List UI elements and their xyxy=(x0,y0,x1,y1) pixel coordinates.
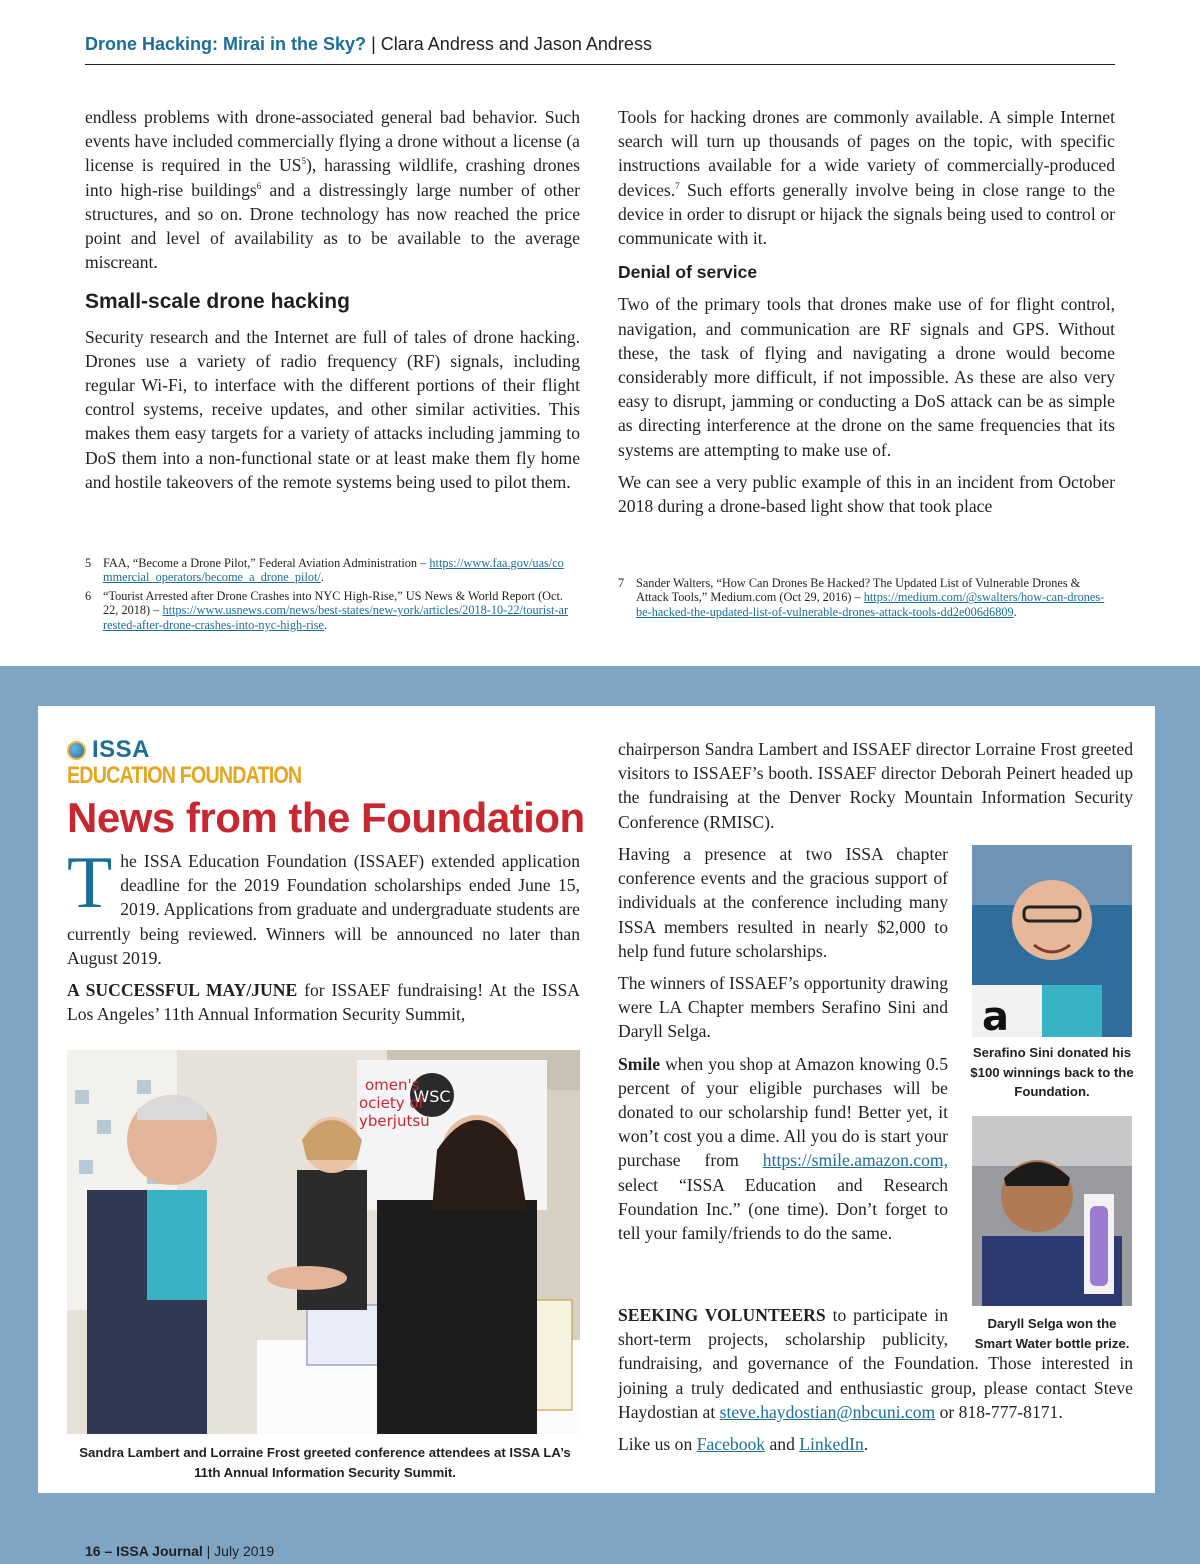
serafino-photo xyxy=(972,845,1132,1037)
footnote-link[interactable]: https://www.usnews.com/news/best-states/new-york/articles/2018-10-22/tourist-arrested-after-drone-crashes-into-nyc-high-rise xyxy=(103,603,569,632)
svg-text:a: a xyxy=(982,994,1009,1037)
serafino-illustration xyxy=(972,845,1132,1037)
paragraph: Smile when you shop at Amazon knowing 0.5 percent of your eligible purchases will be donated to our scholarship fund! Better yet, it won’t cost you a dime. All you do is start your purchase from https://smile.amazon.com, select “ISSA Education and Research Foundation Inc.” (one time). Don’t forget to tell your family/friends to do the same. xyxy=(618,1053,948,1244)
foundation-right-narrow xyxy=(618,842,948,1253)
footnote-link[interactable]: https://www.faa.gov/uas/commercial_operators/become_a_drone_pilot/ xyxy=(103,556,564,585)
issa-ef-logo: ISSA EDUCATION FOUNDATION xyxy=(67,736,302,789)
paragraph: SEEKING VOLUNTEERS to participate in short-term projects, scholarship publicity, fundraising, and governance of the Foundation. Those interested in joining a truly dedicated and enthusiastic group, please contact Steve Haydostian at steve.haydostian@nbcuni.com or 818-777-8171. xyxy=(618,1305,1133,1422)
smile-amazon-link[interactable]: https://smile.amazon.com, xyxy=(762,1150,948,1171)
facebook-link[interactable]: Facebook xyxy=(696,1434,766,1455)
footnotes-right xyxy=(618,576,1108,623)
right-column xyxy=(618,105,1115,526)
serafino-caption: Serafino Sini donated his $100 winnings back to the Foundation. xyxy=(970,1045,1134,1099)
booth-photo-illustration xyxy=(67,1050,580,1434)
paragraph: The winners of ISSAEF’s opportunity drawing were LA Chapter members Serafino Sini and Daryll Selga. xyxy=(618,973,948,1042)
section-heading: Denial of service xyxy=(618,262,758,283)
foundation-title: News from the Foundation xyxy=(67,794,585,841)
footnote: 6 “Tourist Arrested after Drone Crashes into NYC High-Rise,” US News & World Report (Oct. 22, 2018) – https://www.usnews.com/news/best-states/new-york/articles/2018-10-22/tourist-arrested-after-drone-crashes-into-nyc-high-rise. xyxy=(85,588,569,632)
paragraph: Two of the primary tools that drones make use of for flight control, navigation, and communication are RF signals and GPS. Without these, the task of flying and navigating a drone would become considerably more difficult, if not impossible. As these are also very easy to disrupt, jamming or conducting a DoS attack can be as simple as directing interference at the drone on the same frequencies that its systems are attempting to make use of. xyxy=(618,294,1115,460)
footnotes-left xyxy=(85,556,570,636)
drop-cap: T xyxy=(67,842,113,924)
footer-separator: | xyxy=(206,1543,211,1559)
header-separator: | xyxy=(371,34,376,54)
foundation-right-top xyxy=(618,737,1133,842)
booth-photo xyxy=(67,1050,580,1434)
paragraph: endless problems with drone-associated general bad behavior. Such events have included commercially flying a drone without a license (a license is required in the $US^5$), harassing wildlife, crashing drones into high-rise buildings$^6$ and a distressingly large number of other structures, and so on. Drone technology has now reached the price point and level of availability as to be available to the average miscreant. xyxy=(85,107,581,273)
page-footer xyxy=(85,1543,274,1559)
left-column xyxy=(85,105,580,502)
daryll-caption: Daryll Selga won the Smart Water bottle prize. xyxy=(974,1316,1130,1351)
section-heading: Small-scale drone hacking xyxy=(85,290,350,314)
booth-photo-caption: Sandra Lambert and Lorraine Frost greeted conference attendees at ISSA LA’s 11th Annual Information Security Summit. xyxy=(79,1445,571,1480)
svg-text:ociety of: ociety of xyxy=(359,1094,424,1112)
paragraph: Having a presence at two ISSA chapter conference events and the gracious support of individuals at the conference including many ISSA members resulted in nearly $2,000 to help fund future scholarships. xyxy=(618,844,948,961)
daryll-illustration xyxy=(972,1116,1132,1306)
email-link[interactable]: steve.haydostian@nbcuni.com xyxy=(719,1401,936,1422)
running-header xyxy=(85,34,1115,65)
paragraph: Security research and the Internet are full of tales of drone hacking. Drones use a variety of radio frequency (RF) signals, including regular Wi-Fi, to interface with the different portions of their flight control systems, receive updates, and other similar activities. This makes them easy targets for a variety of attacks including jamming to DoS them into a non-functional state or at least make them fly home and hostile takeovers of the remote systems being used to pilot them. xyxy=(85,326,580,492)
daryll-photo xyxy=(972,1116,1132,1306)
paragraph: A SUCCESSFUL MAY/JUNE for ISSAEF fundraising! At the ISSA Los Angeles’ 11th Annual Information Security Summit, xyxy=(67,980,580,1025)
svg-text:WSC: WSC xyxy=(413,1087,451,1106)
svg-text:yberjutsu: yberjutsu xyxy=(359,1112,430,1130)
article-authors: Clara Andress and Jason Andress xyxy=(380,34,652,54)
paragraph: We can see a very public example of this in an incident from October 2018 during a drone-based light show that took place xyxy=(618,471,1115,517)
footnote-link[interactable]: https://medium.com/@swalters/how-can-drones-be-hacked-the-updated-list-of-vulnerable-drones-attack-tools-dd2e006d6809 xyxy=(636,590,1105,619)
page-number: 16 – ISSA Journal xyxy=(85,1543,203,1559)
intro-paragraph: The ISSA Education Foundation (ISSAEF) extended application deadline for the 2019 Foundation scholarships ended June 15, 2019. Applications from graduate and undergraduate students are currently being reviewed. Winners will be announced no later than August 2019. xyxy=(67,842,580,968)
foundation-left-column xyxy=(67,842,580,1034)
footnote: 7 Sander Walters, “How Can Drones Be Hacked? The Updated List of Vulnerable Drones & Attack Tools,” Medium.com (Oct 29, 2016) – https://medium.com/@swalters/how-can-drones-be-hacked-the-updated-list-of-vulnerable-drones-attack-tools-dd2e006d6809. xyxy=(618,576,1105,619)
paragraph: chairperson Sandra Lambert and ISSAEF director Lorraine Frost greeted visitors to ISSAEF’s booth. ISSAEF director Deborah Peinert headed up the fundraising at the Denver Rocky Mountain Information Security Conference (RMISC). xyxy=(618,739,1133,832)
issue-date: July 2019 xyxy=(214,1543,275,1559)
paragraph: Tools for hacking drones are commonly available. A simple Internet search will turn up thousands of pages on the topic, with specific instructions available for a wide variety of commercially-produced devices.$^7$ Such efforts generally involve being in close range to the device in order to disrupt or hijack the signals being used to control or communicate with it. xyxy=(618,107,1115,249)
linkedin-link[interactable]: LinkedIn xyxy=(799,1434,864,1455)
globe-icon xyxy=(67,741,86,760)
footnote: 5 FAA, “Become a Drone Pilot,” Federal Aviation Administration – https://www.faa.gov/uas/commercial_operators/become_a_drone_pilot/. xyxy=(85,556,564,585)
banner-text: omen's xyxy=(365,1076,420,1094)
social-paragraph: Like us on Facebook and LinkedIn. xyxy=(618,1434,869,1455)
article-title: Drone Hacking: Mirai in the Sky? xyxy=(85,34,367,54)
